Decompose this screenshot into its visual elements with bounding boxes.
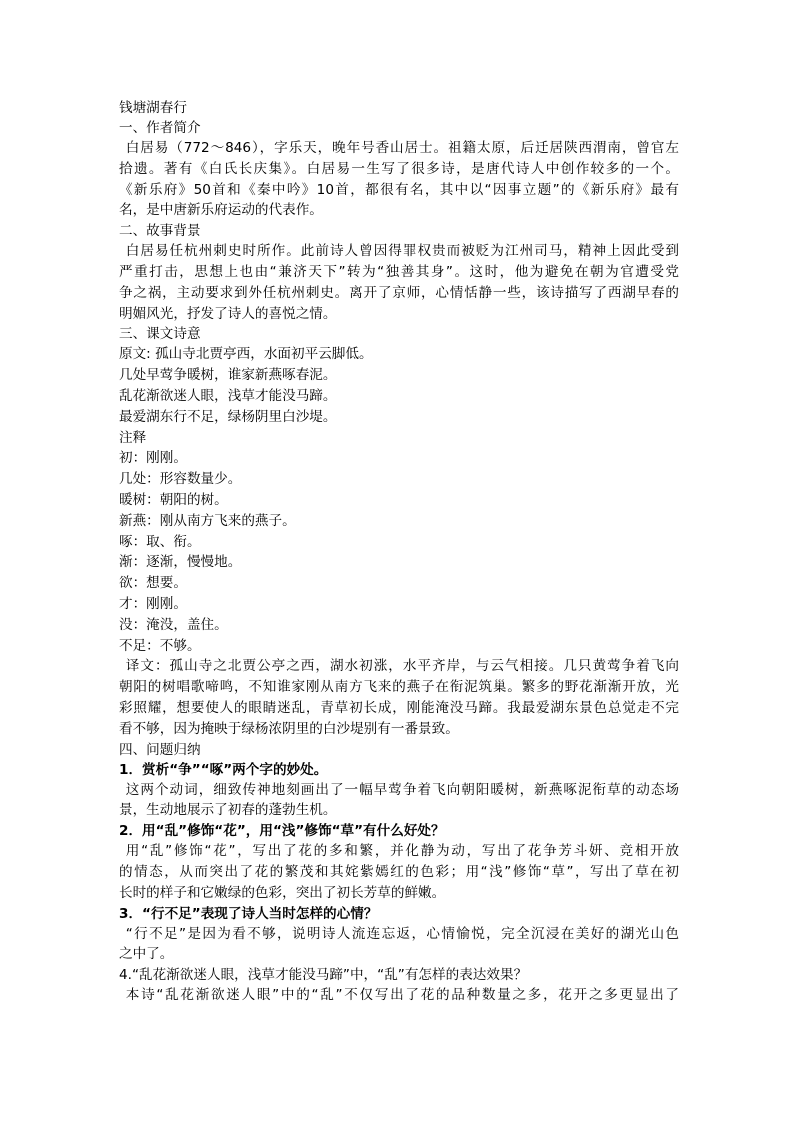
note-item: 啄：取、衔。 (119, 533, 201, 550)
translation-line: 译文：孤山寺之北贾公亭之西，湖水初涨，水平齐岸，与云气相接。几只黄莺争着飞向 (125, 658, 679, 675)
document-page (119, 98, 679, 1006)
poem-line: 原文: 孤山寺北贾亭西，水面初平云脚低。 (119, 346, 373, 363)
section-heading-author: 一、作者简介 (119, 120, 201, 136)
poem-line: 几处早莺争暖树，谁家新燕啄春泥。 (119, 367, 337, 384)
background-line: 严重打击，思想上也由“兼济天下”转为“独善其身”。这时，他为避免在朝为官遭受党 (119, 263, 679, 280)
author-line: 名，是中唐新乐府运动的代表作。 (119, 202, 323, 219)
note-item: 新燕：刚从南方飞来的燕子。 (119, 512, 296, 529)
note-item: 渐：逐渐，慢慢地。 (119, 554, 242, 571)
question-4: 4.“乱花渐欲迷人眼，浅草才能没马蹄”中，“乱”有怎样的表达效果？ (119, 967, 528, 984)
question-1: 1．赏析“争”“啄”两个字的妙处。 (119, 761, 328, 778)
author-line: 白居易（772～846），字乐天，晚年号香山居士。祖籍太原，后迁居陕西渭南，曾官左 (125, 140, 679, 156)
translation-line: 朝阳的树唱歌啼鸣，不知谁家刚从南方飞来的燕子在衔泥筑巢。繁多的野花渐渐开放，光 (119, 679, 679, 696)
author-line: 拾遗。著有《白氏长庆集》。白居易一生写了很多诗，是唐代诗人中创作较多的一个。 (119, 160, 679, 177)
translation-line: 彩照耀，想要使人的眼睛迷乱，青草初长成，刚能淹没马蹄。我最爱湖东景色总觉走不完 (119, 699, 679, 716)
question-2: 2．用“乱”修饰“花”，用“浅”修饰“草”有什么好处？ (119, 823, 445, 840)
author-line: 《新乐府》50首和《秦中吟》10首，都很有名，其中以“因事立题”的《新乐府》最有 (119, 181, 679, 198)
poem-line: 乱花渐欲迷人眼，浅草才能没马蹄。 (119, 387, 337, 404)
note-item: 不足：不够。 (119, 637, 201, 654)
note-item: 才：刚刚。 (119, 595, 187, 612)
answer-4-line: 本诗“乱花渐欲迷人眼”中的“乱”不仅写出了花的品种数量之多，花开之多更显出了 (125, 987, 679, 1004)
document-title: 钱塘湖春行 (119, 100, 187, 116)
answer-2-line: 用“乱”修饰“花”，写出了花的多和繁，并化静为动，写出了花争芳斗妍、竞相开放 (125, 843, 679, 860)
note-item: 欲：想要。 (119, 575, 187, 592)
note-item: 几处：形容数量少。 (119, 471, 242, 488)
question-3: 3．“行不足”表现了诗人当时怎样的心情？ (119, 905, 378, 922)
note-item: 没：淹没，盖住。 (119, 616, 228, 633)
background-line: 白居易任杭州刺史时所作。此前诗人曾因得罪权贵而被贬为江州司马，精神上因此受到 (125, 243, 679, 260)
section-heading-poem: 三、课文诗意 (119, 326, 201, 343)
answer-3-line: 之中了。 (119, 946, 174, 963)
answer-2-line: 的情态，从而突出了花的繁茂和其姹紫嫣红的色彩；用“浅”修饰“草”，写出了草在初 (119, 863, 679, 880)
answer-2-line: 长时的样子和它嫩绿的色彩，突出了初长芳草的鲜嫩。 (119, 884, 446, 901)
background-line: 明媚风光，抒发了诗人的喜悦之情。 (119, 305, 337, 322)
translation-line: 看不够，因为掩映于绿杨浓阴里的白沙堤别有一番景致。 (119, 720, 459, 737)
note-item: 暖树：朝阳的树。 (119, 491, 228, 508)
note-item: 初：刚刚。 (119, 450, 187, 467)
answer-3-line: “行不足”是因为看不够，说明诗人流连忘返，心情愉悦，完全沉浸在美好的湖光山色 (125, 925, 679, 942)
notes-heading: 注释 (119, 429, 147, 446)
section-heading-questions: 四、问题归纳 (119, 741, 201, 758)
background-line: 争之祸，主动要求到外任杭州刺史。离开了京师，心情恬静一些，该诗描写了西湖早春的 (119, 284, 679, 301)
answer-1-line: 景，生动地展示了初春的蓬勃生机。 (119, 802, 337, 819)
section-heading-background: 二、故事背景 (119, 223, 201, 240)
answer-1-line: 这两个动词，细致传神地刻画出了一幅早莺争着飞向朝阳暖树，新燕啄泥衔草的动态场 (125, 781, 679, 798)
poem-line: 最爱湖东行不足，绿杨阴里白沙堤。 (119, 408, 337, 425)
